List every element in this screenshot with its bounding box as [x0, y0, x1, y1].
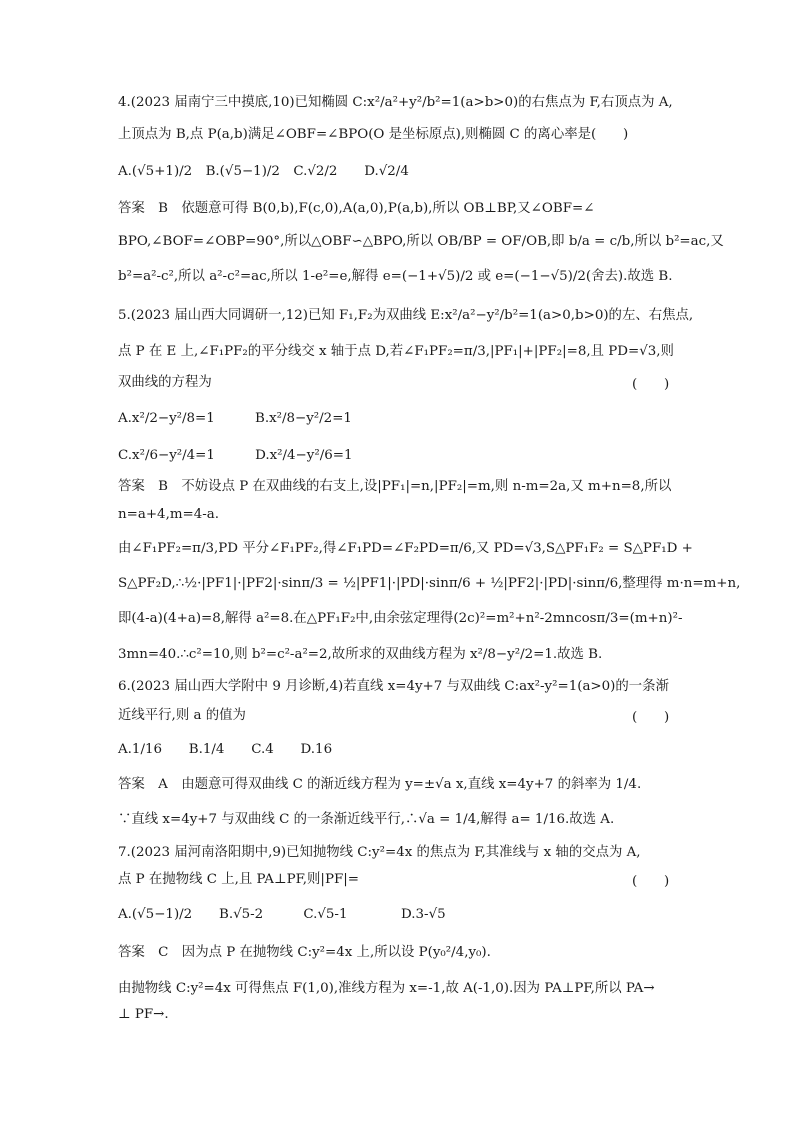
text-line-a5d: S△PF₂D,∴½·|PF1|·|PF2|·sinπ/3 = ½|PF1|·|PD|·sinπ/6 + ½|PF2|·|PD|·sinπ/6,整理得 m·n=m+n, — [118, 576, 741, 591]
text-line-q5opt1: A.x²/2−y²/8=1 B.x²/8−y²/2=1 — [118, 411, 352, 426]
text-line-a7a: 答案 C 因为点 P 在抛物线 C:y²=4x 上,所以设 P(y₀²/4,y₀). — [118, 945, 491, 960]
text-line-q5opt2: C.x²/6−y²/4=1 D.x²/4−y²/6=1 — [118, 448, 353, 463]
text-line-q6opt: A.1/16 B.1/4 C.4 D.16 — [118, 742, 333, 757]
text-line-q7a: 7.(2023 届河南洛阳期中,9)已知抛物线 C:y²=4x 的焦点为 F,其准线与 x 轴的交点为 A, — [118, 845, 641, 860]
text-line-q7b: 点 P 在抛物线 C 上,且 PA⊥PF,则|PF|= — [118, 872, 359, 887]
text-line-a7b: 由抛物线 C:y²=4x 可得焦点 F(1,0),准线方程为 x=-1,故 A(-1,0).因为 PA⊥PF,所以 PA→ — [118, 981, 655, 996]
text-line-q4b: 上顶点为 B,点 P(a,b)满足∠OBF=∠BPO(O 是坐标原点),则椭圆 C 的离心率是( ) — [118, 127, 629, 142]
text-line-q5c: 双曲线的方程为 — [118, 375, 212, 390]
text-line-a6a: 答案 A 由题意可得双曲线 C 的渐近线方程为 y=±√a x,直线 x=4y+7 的斜率为 1/4. — [118, 777, 642, 792]
answer-blank-p7: ( ) — [632, 874, 670, 889]
text-line-q5b: 点 P 在 E 上,∠F₁PF₂的平分线交 x 轴于点 D,若∠F₁PF₂=π/3,|PF₁|+|PF₂|=8,且 PD=√3,则 — [118, 344, 674, 359]
text-line-a6b: ∵直线 x=4y+7 与双曲线 C 的一条渐近线平行,∴√a = 1/4,解得 a= 1/16.故选 A. — [118, 812, 615, 827]
text-line-q7opt: A.(√5−1)/2 B.√5-2 C.√5-1 D.3-√5 — [118, 907, 446, 922]
text-line-q6b: 近线平行,则 a 的值为 — [118, 708, 246, 723]
text-line-a5e: 即(4-a)(4+a)=8,解得 a²=8.在△PF₁F₂中,由余弦定理得(2c)²=m²+n²-2mncosπ/3=(m+n)²- — [118, 611, 683, 626]
text-line-a5a: 答案 B 不妨设点 P 在双曲线的右支上,设|PF₁|=n,|PF₂|=m,则 n-m=2a,又 m+n=8,所以 — [118, 479, 672, 494]
text-line-a5f: 3mn=40.∴c²=10,则 b²=c²-a²=2,故所求的双曲线方程为 x²/8−y²/2=1.故选 B. — [118, 647, 603, 662]
text-line-a5b: n=a+4,m=4-a. — [118, 507, 220, 522]
text-line-q6a: 6.(2023 届山西大学附中 9 月诊断,4)若直线 x=4y+7 与双曲线 C:ax²-y²=1(a>0)的一条渐 — [118, 679, 669, 694]
text-line-a4b: BPO,∠BOF=∠OBP=90°,所以△OBF∽△BPO,所以 OB/BP = OF/OB,即 b/a = c/b,所以 b²=ac,又 — [118, 234, 724, 249]
text-line-q4opt: A.(√5+1)/2 B.(√5−1)/2 C.√2/2 D.√2/4 — [118, 164, 409, 179]
text-line-q5a: 5.(2023 届山西大同调研一,12)已知 F₁,F₂为双曲线 E:x²/a²−y²/b²=1(a>0,b>0)的左、右焦点, — [118, 308, 694, 323]
text-line-q4a: 4.(2023 届南宁三中摸底,10)已知椭圆 C:x²/a²+y²/b²=1(a>b>0)的右焦点为 F,右顶点为 A, — [118, 95, 673, 110]
text-line-a4c: b²=a²-c²,所以 a²-c²=ac,所以 1-e²=e,解得 e=(−1+√5)/2 或 e=(−1−√5)/2(舍去).故选 B. — [118, 269, 673, 284]
text-line-a7c: ⊥ PF→. — [118, 1007, 169, 1022]
answer-blank-p5: ( ) — [632, 377, 670, 392]
answer-blank-p6: ( ) — [632, 710, 670, 725]
text-line-a4a: 答案 B 依题意可得 B(0,b),F(c,0),A(a,0),P(a,b),所以 OB⊥BP,又∠OBF=∠ — [118, 201, 595, 216]
text-line-a5c: 由∠F₁PF₂=π/3,PD 平分∠F₁PF₂,得∠F₁PD=∠F₂PD=π/6,又 PD=√3,S△PF₁F₂ = S△PF₁D + — [118, 541, 693, 556]
